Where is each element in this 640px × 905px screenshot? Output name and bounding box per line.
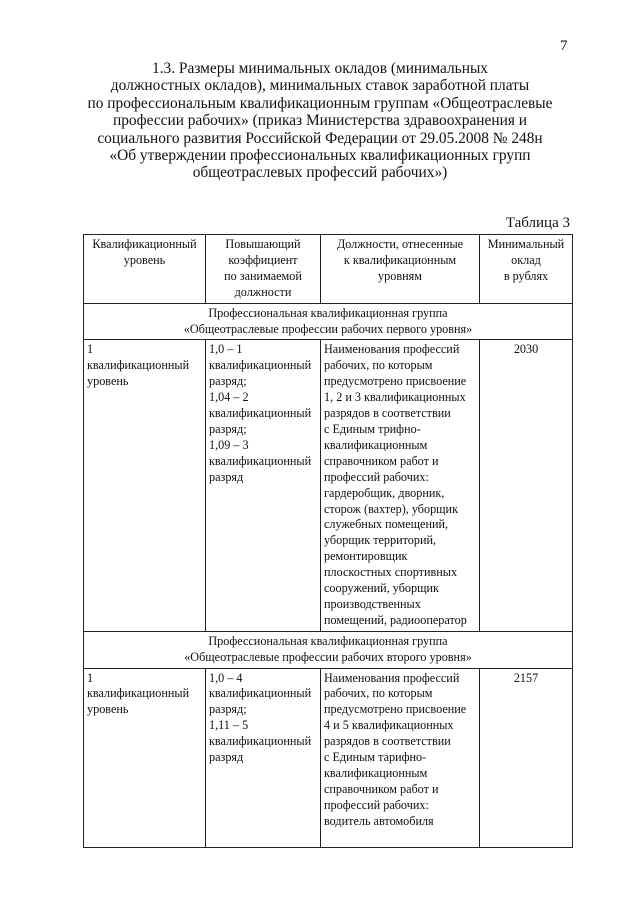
header-level: Квалификационный уровень (84, 235, 206, 304)
positions-cell: Наименования профессий рабочих, по которым предусмотрено присвоение 1, 2 и 3 квалификационных разрядов в соответствии с Единым трифно- квалификационным справочником работ и профессий рабочих: гардеробщик, дворник, сторож (вахтер), уборщик служебных помещений, уборщик территорий, ремонтировщик плоскостных спортивных сооружений, уборщик производственных помещений, радиооператор (321, 340, 480, 631)
salary-cell: 2030 (480, 340, 573, 631)
title-line: по профессиональным квалификационным группам «Общеотраслевые (87, 94, 553, 112)
table-row (84, 668, 573, 847)
qualification-level-cell: 1 квалификационный уровень (84, 340, 206, 631)
title-line: должностных окладов), минимальных ставок заработной платы (110, 77, 530, 95)
coefficient-cell: 1,0 – 1 квалификационный разряд; 1,04 – 2 квалификационный разряд; 1,09 – 3 квалификационный разряд (206, 340, 321, 631)
qualification-level-cell: 1 квалификационный уровень (84, 668, 206, 847)
title-line: общеотраслевых профессий рабочих») (192, 164, 448, 182)
header-positions: Должности, отнесенные к квалификационным уровням (321, 235, 480, 304)
group-title: Профессиональная квалификационная группа «Общеотраслевые профессии рабочих первого уровня» (84, 303, 573, 340)
group-title-row (84, 303, 573, 340)
group-title-row (84, 631, 573, 668)
group-title: Профессиональная квалификационная группа «Общеотраслевые профессии рабочих второго уровня» (84, 631, 573, 668)
salary-table (83, 234, 573, 848)
page-number: 7 (560, 38, 568, 54)
document-title (80, 60, 560, 182)
salary-cell: 2157 (480, 668, 573, 847)
table-row (84, 340, 573, 631)
title-line: 1.3. Размеры минимальных окладов (минимальных (152, 60, 488, 77)
coefficient-cell: 1,0 – 4 квалификационный разряд; 1,11 – 5 квалификационный разряд (206, 668, 321, 847)
positions-cell: Наименования профессий рабочих, по которым предусмотрено присвоение 4 и 5 квалификационных разрядов в соответствии с Единым тарифно- квалификационным справочником работ и профессий рабочих: водитель автомобиля (321, 668, 480, 847)
title-line: профессии рабочих» (приказ Министерства здравоохранения и (113, 112, 527, 130)
title-line: «Об утверждении профессиональных квалификационных групп (109, 147, 531, 165)
header-salary: Минимальный оклад в рублях (480, 235, 573, 304)
header-coefficient: Повышающий коэффициент по занимаемой должности (206, 235, 321, 304)
header-row (84, 235, 573, 304)
table-label: Таблица 3 (505, 215, 570, 231)
title-line: социального развития Российской Федерации от 29.05.2008 № 248н (97, 129, 543, 147)
